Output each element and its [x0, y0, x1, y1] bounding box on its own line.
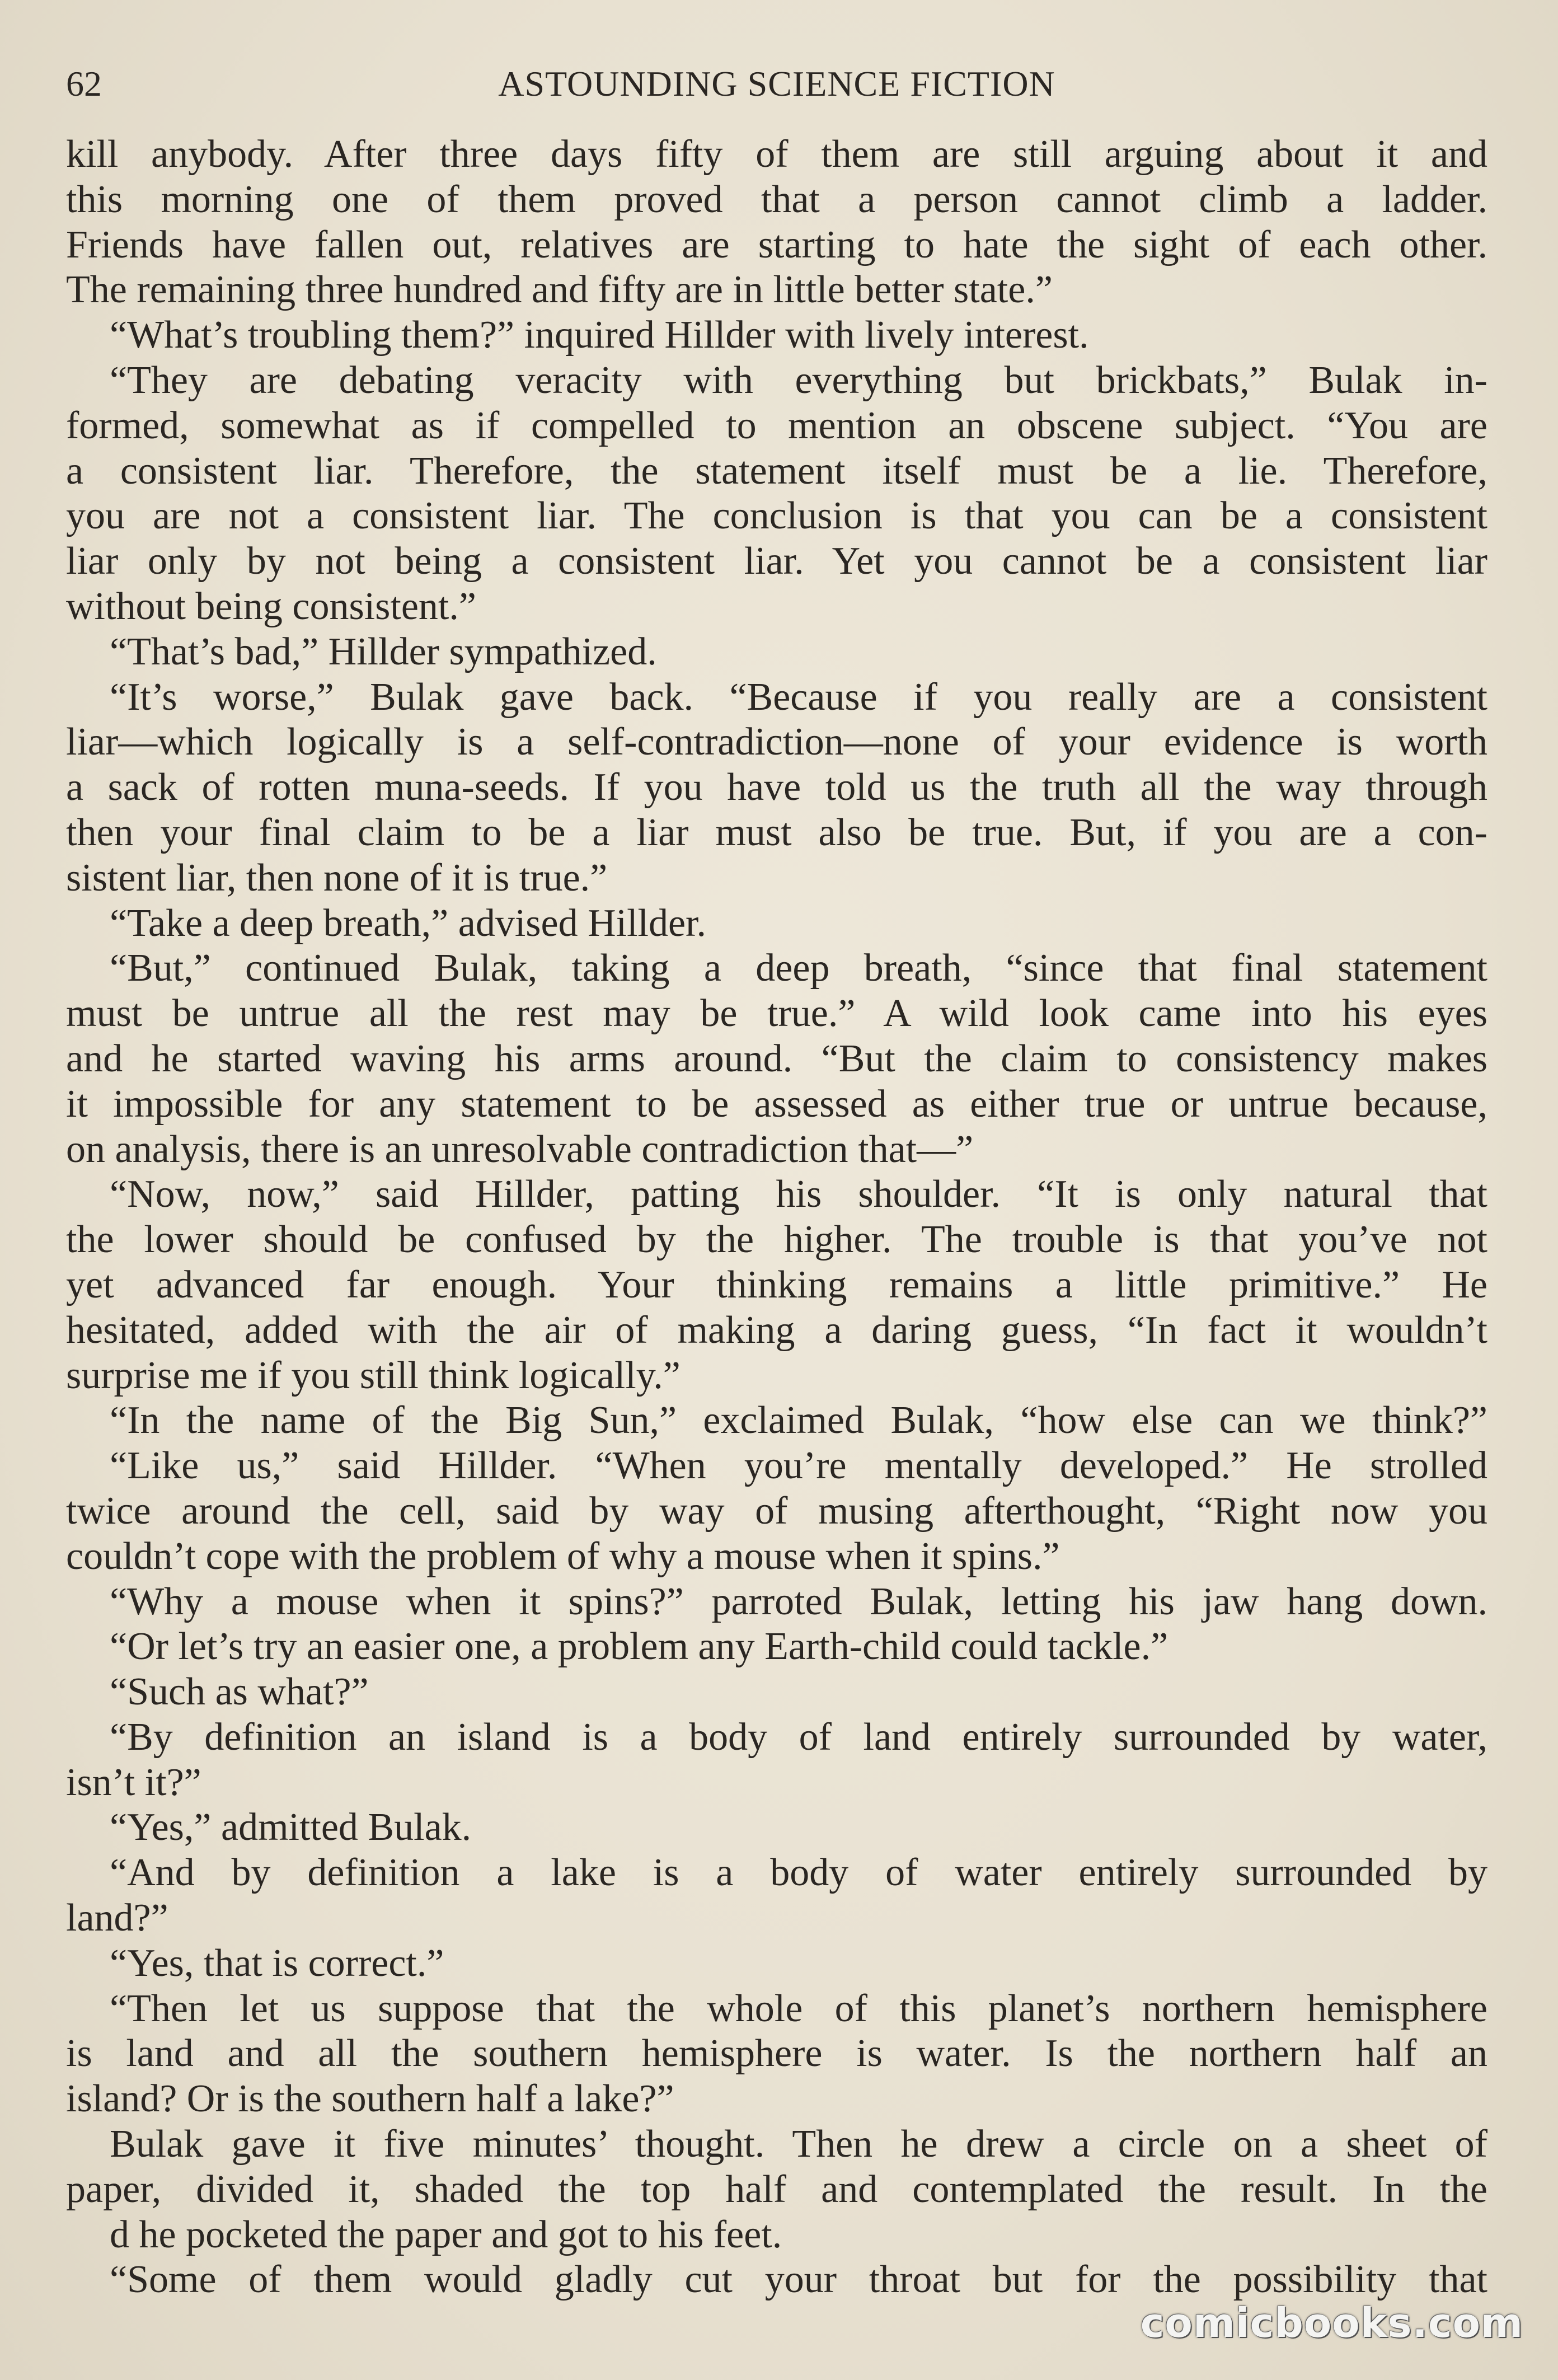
text-line: island? Or is the southern half a lake?”: [66, 2077, 674, 2121]
text-line: this morning one of them proved that a person cannot climb a ladder.: [66, 177, 1487, 221]
text-line: “By definition an island is a body of land entirely surrounded by water,: [110, 1715, 1487, 1759]
text-line: “Then let us suppose that the whole of this planet’s northern hemisphere: [110, 1987, 1487, 2030]
text-line: twice around the cell, said by way of musing afterthought, “Right now you: [66, 1489, 1487, 1533]
text-line: “Now, now,” said Hillder, patting his shoulder. “It is only natural that: [110, 1173, 1487, 1216]
text-line: “What’s troubling them?” inquired Hillder with lively interest.: [110, 313, 1089, 357]
text-line: “They are debating veracity with everything but brickbats,” Bulak in-: [110, 358, 1487, 402]
text-line: isn’t it?”: [66, 1760, 201, 1804]
text-line: “That’s bad,” Hillder sympathized.: [110, 630, 657, 673]
text-line: d he pocketed the paper and got to his feet.: [110, 2213, 782, 2256]
text-line: “It’s worse,” Bulak gave back. “Because if you really are a consistent: [110, 675, 1487, 719]
text-line: a consistent liar. Therefore, the statement itself must be a lie. Therefore,: [66, 449, 1487, 493]
text-line: sistent liar, then none of it is true.”: [66, 856, 608, 899]
text-line: kill anybody. After three days fifty of them are still arguing about it and: [66, 133, 1487, 176]
text-line: land?”: [66, 1896, 168, 1940]
text-line: “But,” continued Bulak, taking a deep breath, “since that final statement: [110, 947, 1487, 990]
text-line: hesitated, added with the air of making a daring guess, “In fact it wouldn’t: [66, 1308, 1487, 1352]
text-line: the lower should be confused by the higher. The trouble is that you’ve not: [66, 1218, 1487, 1262]
text-line: liar only by not being a consistent liar. Yet you cannot be a consistent liar: [66, 540, 1487, 583]
text-line: Bulak gave it five minutes’ thought. Then he drew a circle on a sheet of: [110, 2123, 1487, 2166]
text-line: then your final claim to be a liar must also be true. But, if you are a con-: [66, 810, 1487, 854]
text-line: “Yes,” admitted Bulak.: [110, 1806, 472, 1849]
page-header: [66, 59, 1487, 109]
text-line: surprise me if you still think logically.”: [66, 1353, 681, 1397]
text-line: without being consistent.”: [66, 584, 476, 628]
text-line: “Some of them would gladly cut your throat but for the possibility that: [110, 2258, 1487, 2302]
text-line: “In the name of the Big Sun,” exclaimed Bulak, “how else can we think?”: [110, 1399, 1487, 1442]
body-text: [66, 132, 1487, 2303]
text-line: a sack of rotten muna-seeds. If you have told us the truth all the way through: [66, 766, 1487, 809]
text-line: is land and all the southern hemisphere is water. Is the northern half an: [66, 2032, 1487, 2076]
watermark: comicbooks.com: [1140, 2299, 1523, 2346]
text-line: Friends have fallen out, relatives are starting to hate the sight of each other.: [66, 223, 1487, 266]
text-line: paper, divided it, shaded the top half and contemplated the result. In the: [66, 2167, 1487, 2211]
text-line: it impossible for any statement to be assessed as either true or untrue because,: [66, 1082, 1487, 1126]
text-line: “Such as what?”: [110, 1670, 369, 1714]
text-line: “And by definition a lake is a body of water entirely surrounded by: [110, 1851, 1487, 1895]
text-line: couldn’t cope with the problem of why a mouse when it spins.”: [66, 1534, 1060, 1578]
text-line: “Take a deep breath,” advised Hillder.: [110, 901, 706, 945]
running-head: ASTOUNDING SCIENCE FICTION: [498, 64, 1055, 104]
text-line: and he started waving his arms around. “But the claim to consistency makes: [66, 1037, 1487, 1080]
text-line: you are not a consistent liar. The conclusion is that you can be a consistent: [66, 494, 1487, 538]
text-line: “Like us,” said Hillder. “When you’re mentally developed.” He strolled: [110, 1444, 1487, 1488]
text-line: The remaining three hundred and fifty are in little better state.”: [66, 268, 1053, 312]
text-line: liar—which logically is a self-contradiction—none of your evidence is worth: [66, 720, 1487, 764]
text-line: yet advanced far enough. Your thinking remains a little primitive.” He: [66, 1263, 1487, 1306]
page-number: 62: [66, 64, 102, 104]
text-line: formed, somewhat as if compelled to mention an obscene subject. “You are: [66, 404, 1487, 447]
text-line: “Yes, that is correct.”: [110, 1941, 444, 1985]
text-line: “Why a mouse when it spins?” parroted Bulak, letting his jaw hang down.: [110, 1580, 1487, 1623]
text-line: “Or let’s try an easier one, a problem any Earth-child could tackle.”: [110, 1625, 1168, 1669]
text-line: on analysis, there is an unresolvable contradiction that—”: [66, 1127, 974, 1171]
text-line: must be untrue all the rest may be true.” A wild look came into his eyes: [66, 992, 1487, 1036]
